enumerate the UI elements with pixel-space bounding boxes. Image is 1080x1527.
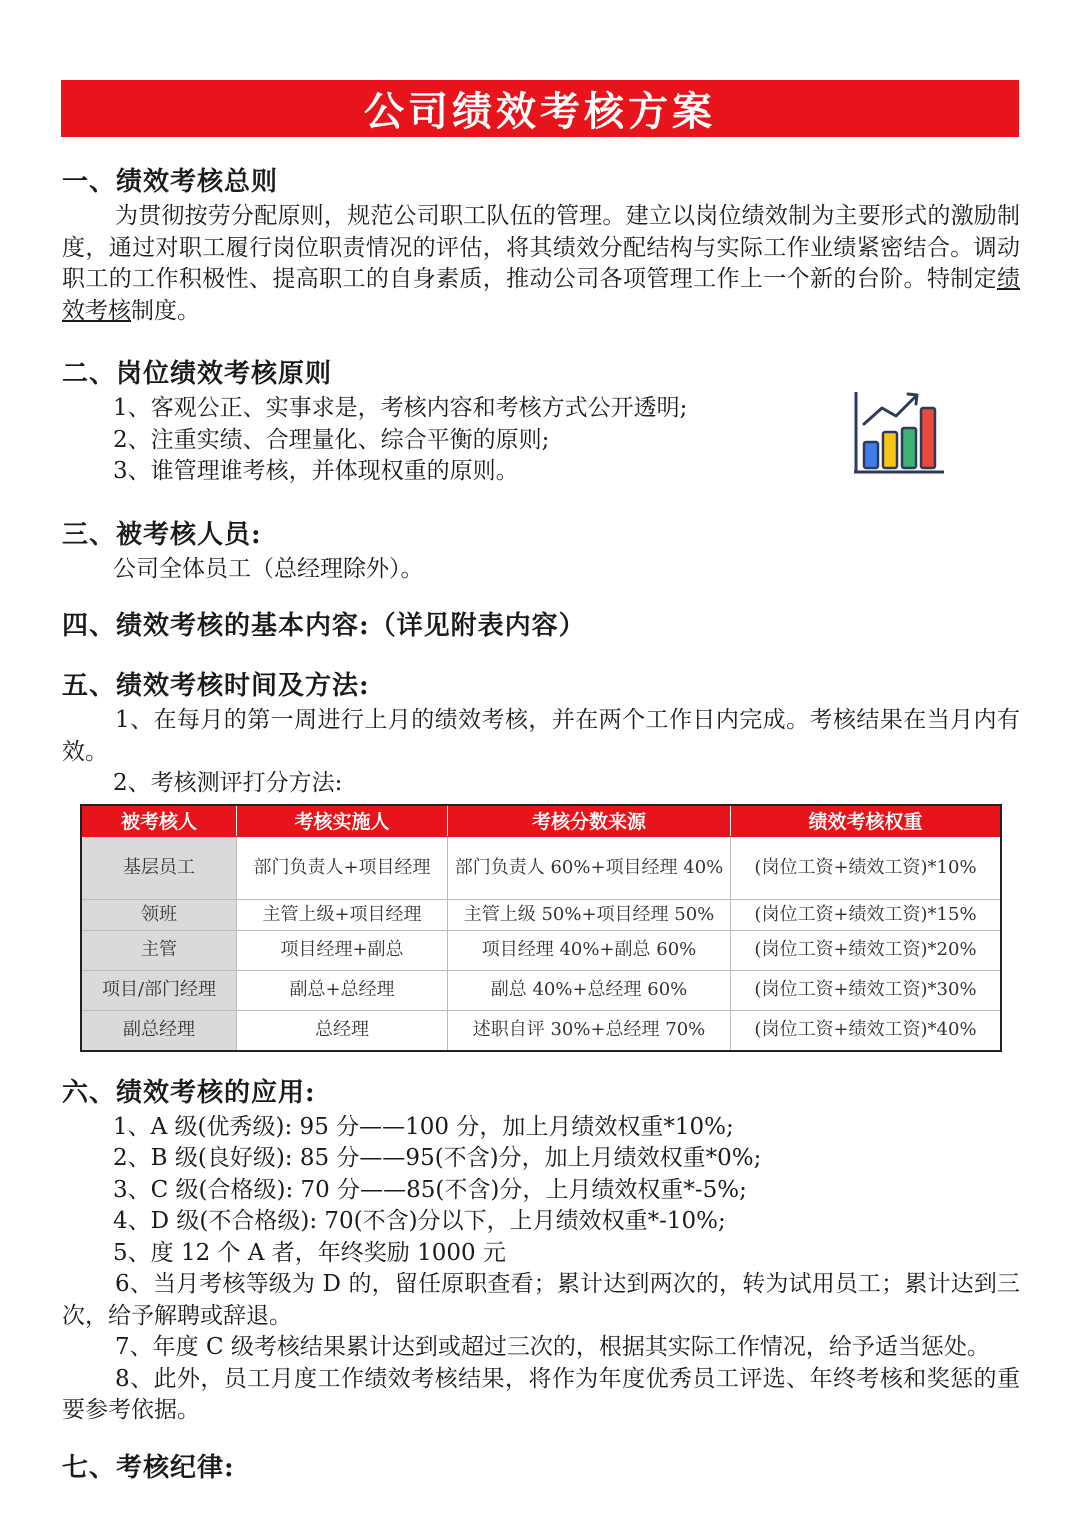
table-cell: 项目/部门经理	[81, 970, 237, 1010]
table-cell: (岗位工资+绩效工资)*20%	[731, 930, 1002, 970]
title-banner	[61, 80, 1019, 137]
section2-item: 1、客观公正、实事求是，考核内容和考核方式公开透明;	[113, 395, 688, 421]
table-cell: (岗位工资+绩效工资)*15%	[731, 899, 1002, 930]
table-cell: (岗位工资+绩效工资)*10%	[731, 836, 1002, 899]
table-cell: 项目经理 40%+副总 60%	[448, 930, 731, 970]
table-cell: 副总+总经理	[237, 970, 448, 1010]
table-header-row	[81, 805, 1001, 837]
table-row	[81, 930, 1001, 970]
performance-link[interactable]: 绩效考核	[62, 266, 1020, 324]
table-cell: 主管上级 50%+项目经理 50%	[448, 899, 731, 930]
table-cell: 副总经理	[81, 1010, 237, 1051]
section2-item: 3、谁管理谁考核，并体现权重的原则。	[113, 458, 519, 484]
table-cell: 项目经理+副总	[237, 930, 448, 970]
section2-heading: 二、岗位绩效考核原则	[62, 359, 333, 389]
section5-method-label: 2、考核测评打分方法:	[113, 770, 343, 796]
section6-item: 4、D 级(不合格级): 70(不含)分以下，上月绩效权重*-10%;	[113, 1208, 726, 1234]
section2-item: 2、注重实绩、合理量化、综合平衡的原则;	[113, 426, 550, 453]
section6-item: 2、B 级(良好级): 85 分——95(不含)分，加上月绩效权重*0%;	[113, 1145, 762, 1171]
section1-text: 为贯彻按劳分配原则，规范公司职工队伍的管理。建立以岗位绩效制为主要形式的激励制度，通过对职工履行岗位职责情况的评估，将其绩效分配结构与实际工作业绩紧密结合。调动职工的工作积极性、提高职工的自身素质，推动公司各项管理工作上一个新的台阶。特制定	[62, 203, 1020, 292]
page-title: 公司绩效考核方案	[364, 89, 716, 135]
table-cell: 主管上级+项目经理	[237, 899, 448, 930]
table-header: 绩效考核权重	[731, 805, 1002, 837]
table-cell: (岗位工资+绩效工资)*40%	[731, 1010, 1002, 1051]
assessment-table	[80, 804, 1002, 1052]
table-cell: (岗位工资+绩效工资)*30%	[731, 970, 1002, 1010]
section3-heading: 三、被考核人员:	[62, 519, 262, 550]
section6-heading: 六、绩效考核的应用:	[62, 1077, 316, 1108]
table-cell: 部门负责人 60%+项目经理 40%	[448, 836, 731, 899]
section7-heading: 七、考核纪律:	[62, 1452, 235, 1483]
table-cell: 副总 40%+总经理 60%	[448, 970, 731, 1010]
section3-item: 公司全体员工（总经理除外）。	[113, 555, 424, 582]
table-header: 考核分数来源	[448, 805, 731, 837]
table-cell: 总经理	[237, 1010, 448, 1051]
table-header: 被考核人	[81, 805, 237, 837]
table-row	[81, 899, 1001, 930]
section6-item: 1、A 级(优秀级): 95 分——100 分，加上月绩效权重*10%;	[113, 1113, 734, 1140]
section6-paragraph: 8、此外，员工月度工作绩效考核结果，将作为年度优秀员工评选、年终考核和奖惩的重要参考依据。	[62, 1365, 1020, 1423]
section1-text-end: 制度。	[131, 297, 200, 324]
table-cell: 主管	[81, 930, 237, 970]
section5-heading: 五、绩效考核时间及方法:	[62, 671, 370, 701]
section6-item: 3、C 级(合格级): 70 分——85(不含)分，上月绩效权重*-5%;	[113, 1176, 747, 1203]
section6-item: 5、度 12 个 A 者，年终奖励 1000 元	[113, 1239, 506, 1266]
table-cell: 领班	[81, 899, 237, 930]
table-cell: 部门负责人+项目经理	[237, 836, 448, 899]
section6-paragraph: 6、当月考核等级为 D 的，留任原职查看；累计达到两次的，转为试用员工；累计达到三次，给予解聘或辞退。	[62, 1271, 1020, 1329]
section4-heading: 四、绩效考核的基本内容:（详见附表内容）	[62, 611, 586, 641]
section5-paragraph: 1、在每月的第一周进行上月的绩效考核，并在两个工作日内完成。考核结果在当月内有效。	[62, 707, 1020, 765]
table-cell: 基层员工	[81, 836, 237, 899]
document-body	[62, 163, 1020, 1487]
section1-heading: 一、绩效考核总则	[62, 167, 279, 197]
table-row	[81, 1010, 1001, 1051]
table-row	[81, 970, 1001, 1010]
section6-paragraph: 7、年度 C 级考核结果累计达到或超过三次的，根据其实际工作情况，给予适当惩处。	[115, 1334, 990, 1360]
section1-paragraph	[62, 201, 1020, 327]
table-cell: 述职自评 30%+总经理 70%	[448, 1010, 731, 1051]
table-row	[81, 836, 1001, 899]
table-header: 考核实施人	[237, 805, 448, 837]
